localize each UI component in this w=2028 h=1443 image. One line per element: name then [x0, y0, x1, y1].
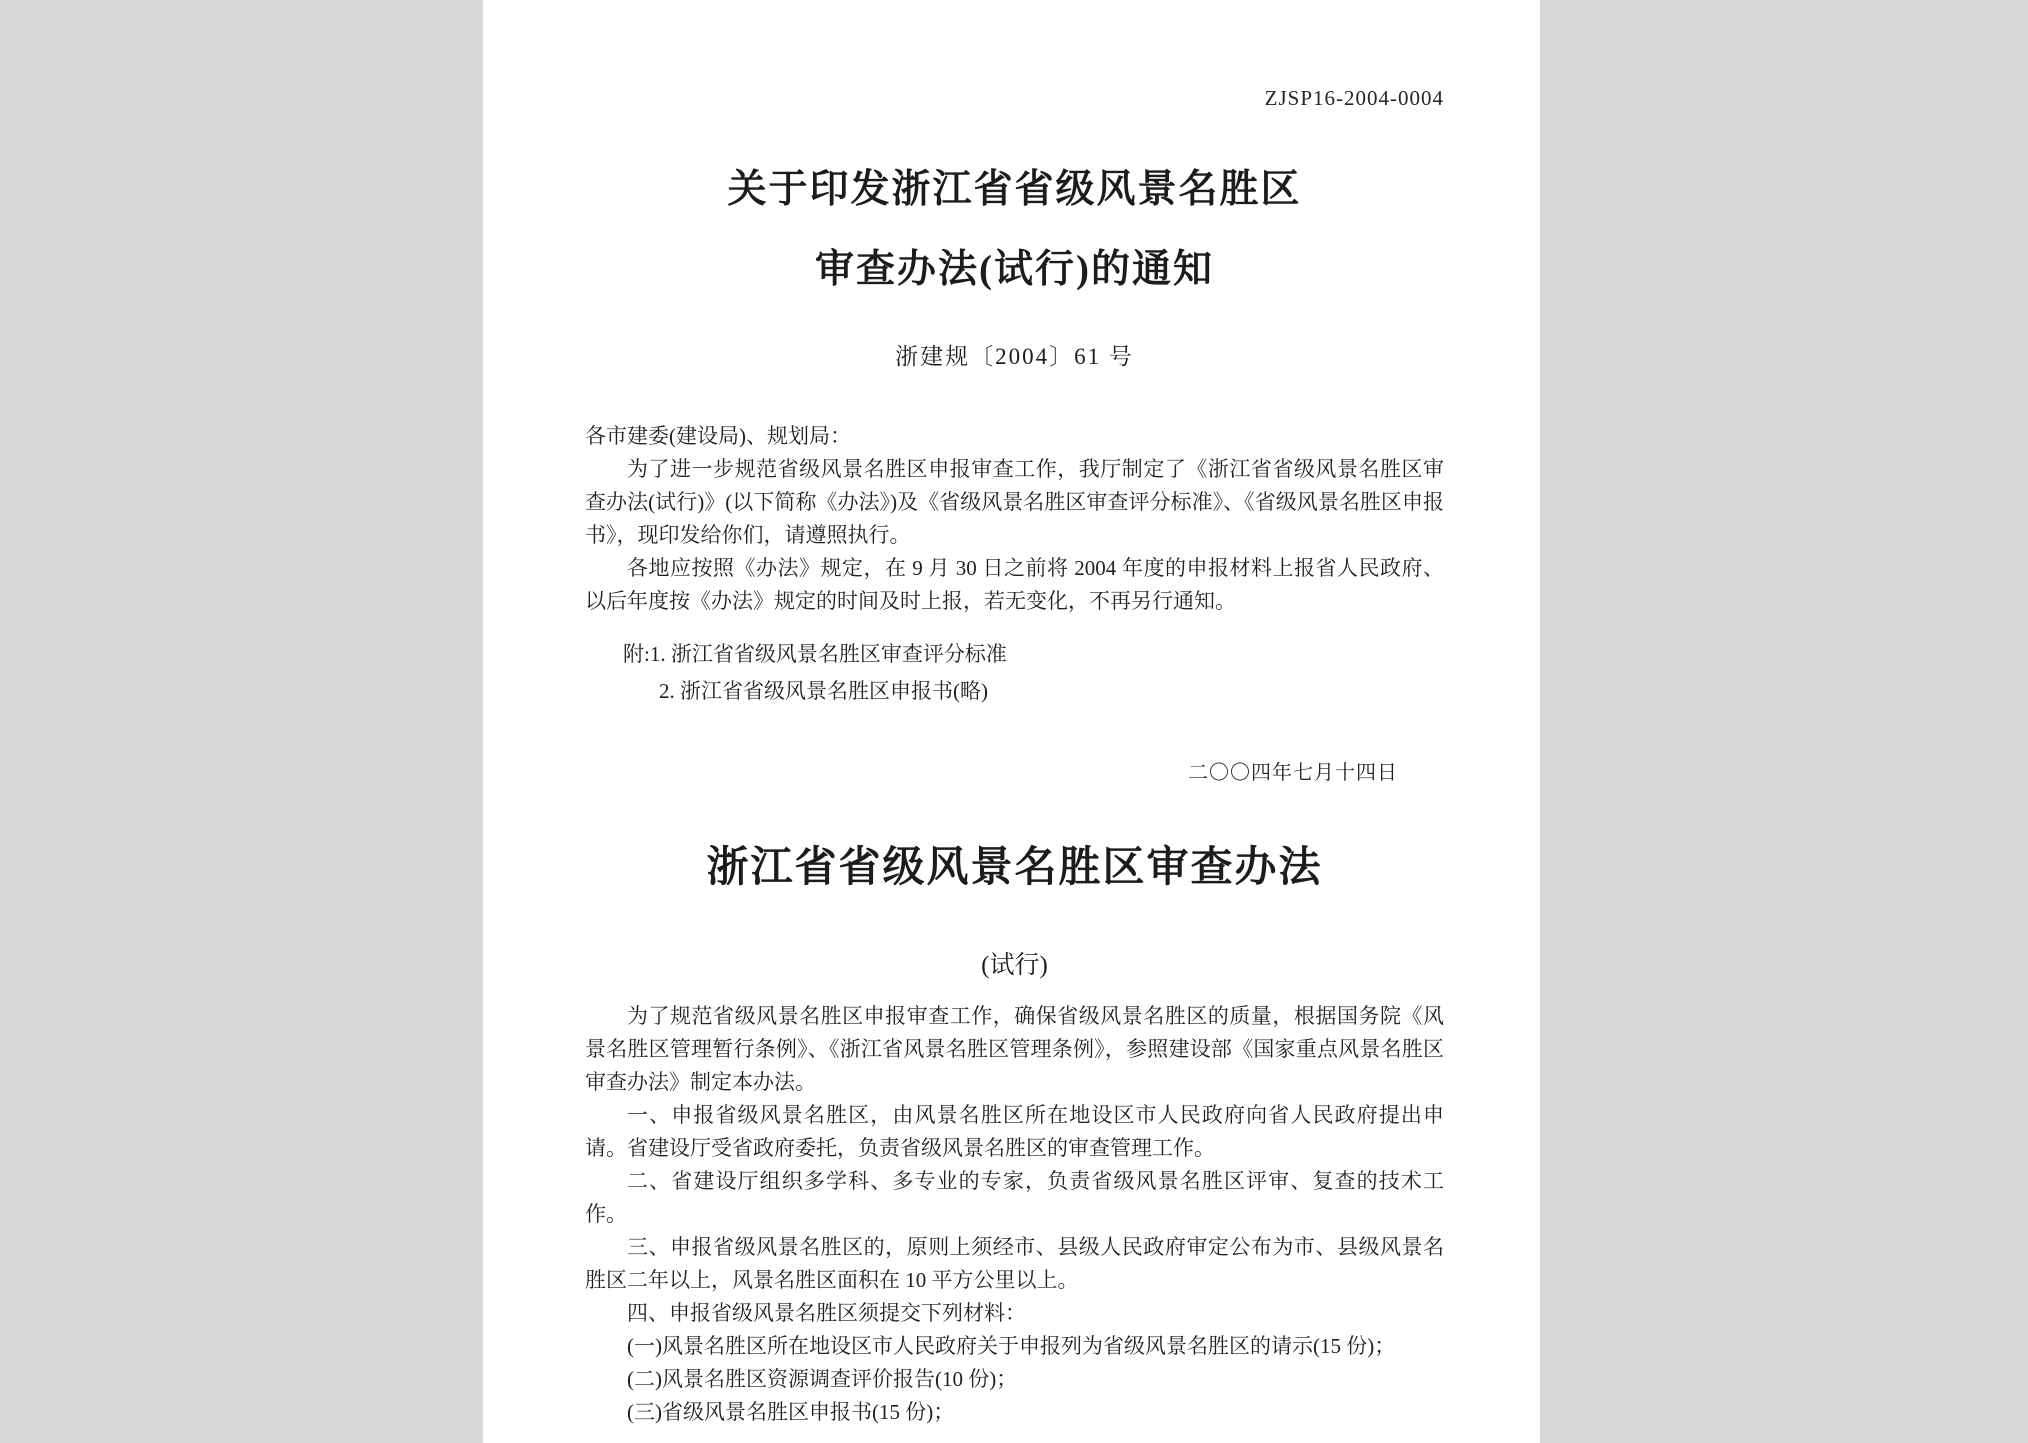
notice-title-line1: 关于印发浙江省省级风景名胜区 [727, 168, 1302, 211]
notice-paragraph-2: 各地应按照《办法》规定，在 9 月 30 日之前将 2004 年度的申报材料上报省人民政府、以后年度按《办法》规定的时间及时上报，若无变化，不再另行通知。 [585, 556, 1444, 613]
notice-salutation: 各市建委(建设局)、规划局： [585, 424, 851, 448]
measure-subtitle: (试行) [981, 952, 1048, 979]
measure-list-item: (二)风景名胜区资源调查评价报告(10 份)； [627, 1367, 1018, 1391]
measure-paragraph: 一、申报省级风景名胜区，由风景名胜区所在地设区市人民政府向省人民政府提出申请。省建设厅受省政府委托，负责省级风景名胜区的审查管理工作。 [585, 1103, 1444, 1160]
notice-title-line2: 审查办法(试行)的通知 [815, 248, 1214, 291]
attachment-line-2: 2. 浙江省省级风景名胜区申报书(略) [659, 679, 988, 703]
attachment-line-1: 附:1. 浙江省省级风景名胜区审查评分标准 [623, 642, 1007, 666]
measure-paragraph: 四、申报省级风景名胜区须提交下列材料： [627, 1301, 1026, 1325]
document-index-code: ZJSP16-2004-0004 [1264, 86, 1444, 110]
measure-body [585, 1000, 1444, 1429]
measure-list-item: (三)省级风景名胜区申报书(15 份)； [627, 1400, 955, 1424]
issue-date: 二〇〇四年七月十四日 [1188, 762, 1398, 784]
document-content [483, 86, 1540, 1429]
notice-doc-number: 浙建规〔2004〕61 号 [895, 344, 1134, 369]
measure-list-item: (一)风景名胜区所在地设区市人民政府关于申报列为省级风景名胜区的请示(15 份)； [627, 1334, 1396, 1358]
measure-paragraph: 为了规范省级风景名胜区申报审查工作，确保省级风景名胜区的质量，根据国务院《风景名胜区管理暂行条例》、《浙江省风景名胜区管理条例》，参照建设部《国家重点风景名胜区审查办法》制定本办法。 [585, 1004, 1444, 1094]
measure-paragraph: 二、省建设厅组织多学科、多专业的专家，负责省级风景名胜区评审、复查的技术工作。 [585, 1169, 1444, 1226]
notice-paragraph-1: 为了进一步规范省级风景名胜区申报审查工作，我厅制定了《浙江省省级风景名胜区审查办法(试行)》(以下简称《办法》)及《省级风景名胜区审查评分标准》、《省级风景名胜区申报书》，现印发给你们，请遵照执行。 [585, 457, 1444, 547]
measure-paragraph: 三、申报省级风景名胜区的，原则上须经市、县级人民政府审定公布为市、县级风景名胜区二年以上，风景名胜区面积在 10 平方公里以上。 [585, 1235, 1444, 1292]
measure-title: 浙江省省级风景名胜区审查办法 [706, 845, 1323, 891]
document-page [483, 0, 1540, 1443]
